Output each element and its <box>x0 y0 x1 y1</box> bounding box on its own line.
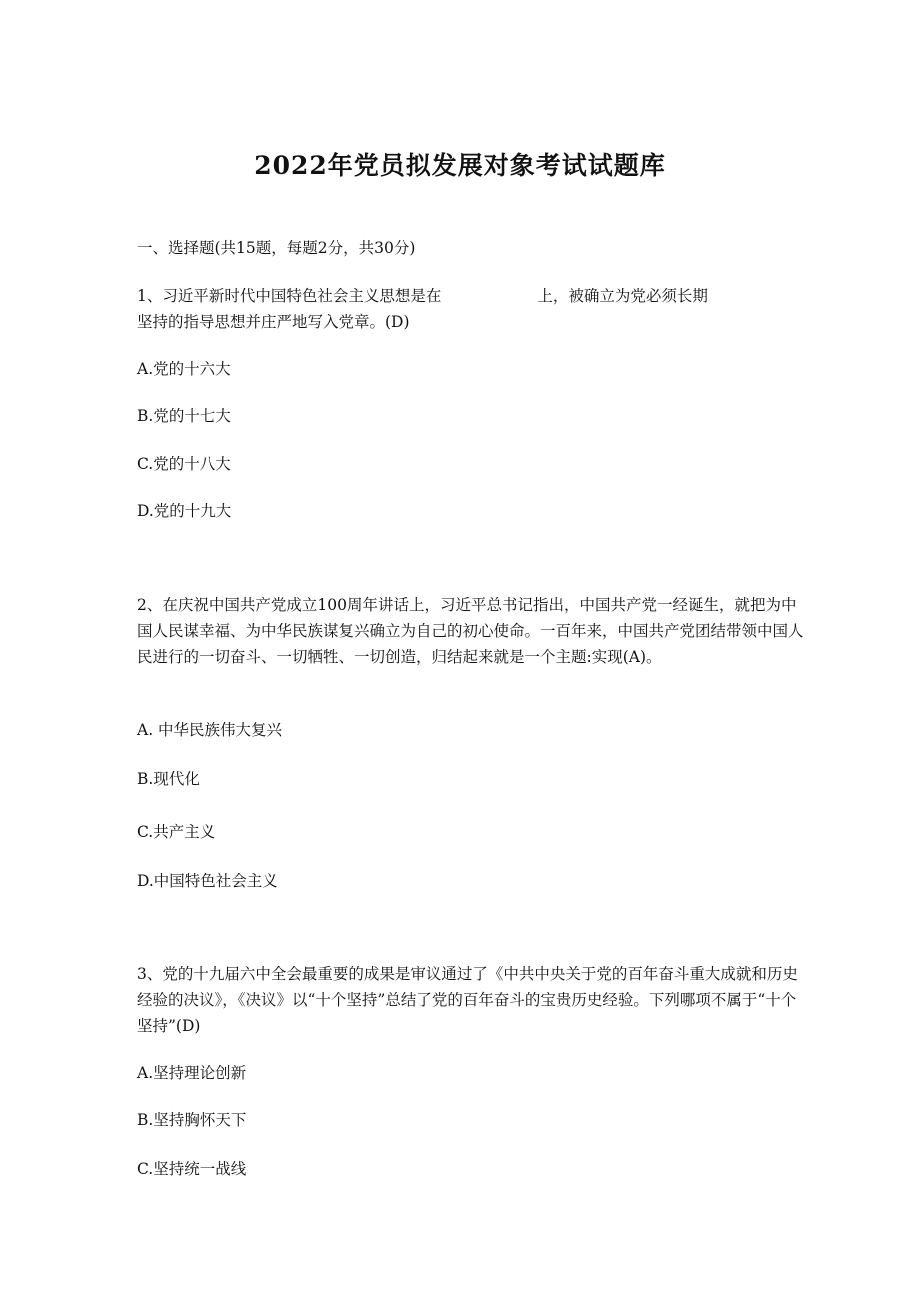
question-1-option-b: B.党的十七大 <box>137 407 231 425</box>
question-1-stem-line1 <box>137 284 708 306</box>
question-2-option-c: C.共产主义 <box>137 823 216 841</box>
question-3-option-c: C.坚持统一战线 <box>137 1160 247 1178</box>
question-2-option-b: B.现代化 <box>137 770 200 788</box>
question-2-option-a: A. 中华民族伟大复兴 <box>137 721 283 739</box>
question-1-option-d: D.党的十九大 <box>137 502 232 520</box>
question-1-option-c: C.党的十八大 <box>137 455 231 473</box>
question-2-stem: 2、在庆祝中国共产党成立100周年讲话上，习近平总书记指出，中国共产党一经诞生，就把为中国人民谋幸福、为中华民族谋复兴确立为自己的初心使命。一百年来，中国共产党团结带领中国人民进行的一切奋斗、一切牺牲、一切创造，归结起来就是一个主题:实现(A)。 <box>137 596 804 666</box>
question-2-option-d: D.中国特色社会主义 <box>137 872 278 890</box>
question-1-stem-line2: 坚持的指导思想并庄严地写入党章。(D) <box>137 313 410 331</box>
question-3-stem: 3、党的十九届六中全会最重要的成果是审议通过了《中共中央关于党的百年奋斗重大成就和历史经验的决议》，《决议》以“十个坚持”总结了党的百年奋斗的宝贵历史经验。下列哪项不属于“十个坚持”(D) <box>137 965 798 1035</box>
question-1-option-a: A.党的十六大 <box>137 360 231 378</box>
page-title: 2022年党员拟发展对象考试试题库 <box>254 151 666 180</box>
question-3-option-b: B.坚持胸怀天下 <box>137 1111 247 1129</box>
question-1-stem-part1: 1、习近平新时代中国特色社会主义思想是在 <box>137 287 442 305</box>
question-3-option-a: A.坚持理论创新 <box>137 1064 247 1082</box>
section-heading: 一、选择题(共15题，每题2分，共30分) <box>137 239 416 257</box>
question-1-stem-part2: 上，被确立为党必须长期 <box>537 287 708 305</box>
